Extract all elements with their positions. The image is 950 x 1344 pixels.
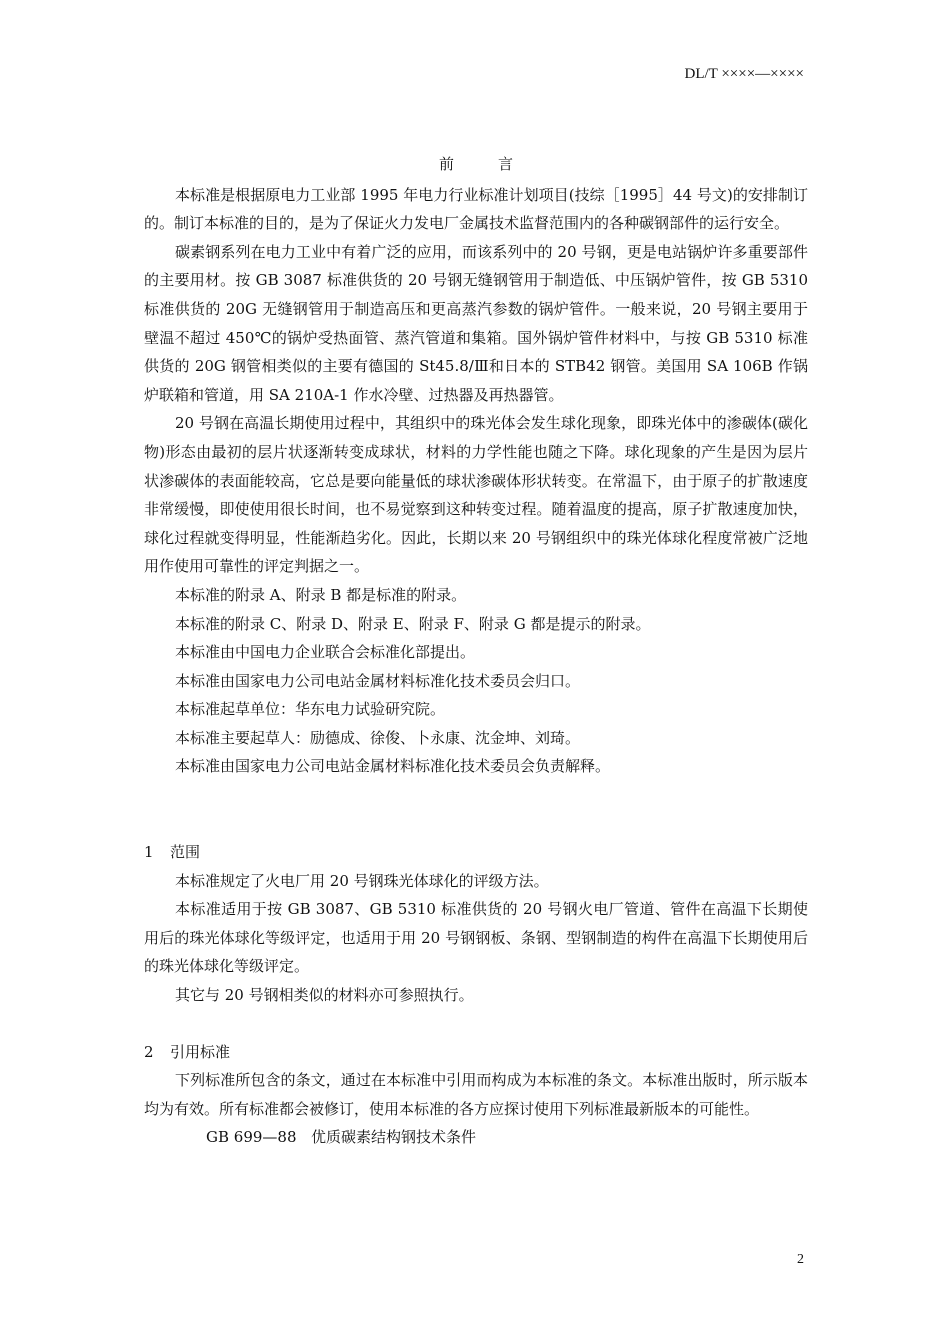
foreword-paragraph: 本标准的附录 A、附录 B 都是标准的附录。 bbox=[175, 585, 467, 604]
section-1-heading bbox=[144, 838, 808, 867]
reference-entry bbox=[144, 1123, 808, 1152]
document-body bbox=[144, 150, 808, 1152]
foreword-paragraph: 20 号钢在高温长期使用过程中，其组织中的珠光体会发生球化现象，即珠光体中的渗碳体(碳化物)形态由最初的层片状逐渐转变成球状，材料的力学性能也随之下降。球化现象的产生是因为层片状渗碳体的表面能较高，它总是要向能量低的球状渗碳体形状转变。在常温下，由于原子的扩散速度非常缓慢，即使使用很长时间，也不易觉察到这种转变过程。随着温度的提高，原子扩散速度加快，球化过程就变得明显，性能渐趋劣化。因此，长期以来 20 号钢组织中的珠光体球化程度常被广泛地用作使用可靠性的评定判据之一。 bbox=[144, 414, 808, 576]
foreword-paragraph: 本标准由国家电力公司电站金属材料标准化技术委员会归口。 bbox=[175, 671, 581, 690]
foreword-paragraph: 碳素钢系列在电力工业中有着广泛的应用，而该系列中的 20 号钢，更是电站锅炉许多重要部件的主要用材。按 GB 3087 标准供货的 20 号钢无缝钢管用于制造低、中压锅炉管件，按 GB 5310 标准供货的 20G 无缝钢管用于制造高压和更高蒸汽参数的锅炉管件。一般来说，20 号钢主要用于壁温不超过 450℃的锅炉受热面管、蒸汽管道和集箱。国外锅炉管件材料中，与按 GB 5310 标准供货的 20G 钢管相类似的主要有德国的 St45.8/Ⅲ和日本的 STB42 钢管。美国用 SA 106B 作锅炉联箱和管道，用 SA 210A-1 作水冷壁、过热器及再热器管。 bbox=[144, 242, 808, 404]
section-1-paragraph: 本标准适用于按 GB 3087、GB 5310 标准供货的 20 号钢火电厂管道、管件在高温下长期使用后的珠光体球化等级评定，也适用于用 20 号钢钢板、条钢、型钢制造的构件在高温下长期使用后的珠光体球化等级评定。 bbox=[144, 900, 808, 976]
document-code-header: DL/T ××××—×××× bbox=[684, 66, 804, 82]
section-1-paragraph: 本标准规定了火电厂用 20 号钢珠光体球化的评级方法。 bbox=[175, 871, 549, 890]
section-2-heading bbox=[144, 1038, 808, 1067]
section-1-paragraph: 其它与 20 号钢相类似的材料亦可参照执行。 bbox=[175, 986, 474, 1005]
foreword-paragraph: 本标准是根据原电力工业部 1995 年电力行业标准计划项目(技综［1995］44 号文)的安排制订的。制订本标准的目的，是为了保证火力发电厂金属技术监督范围内的各种碳钢部件的运行安全。 bbox=[144, 185, 808, 233]
reference-title: 优质碳素结构钢技术条件 bbox=[311, 1128, 477, 1147]
foreword-paragraph: 本标准由中国电力企业联合会标准化部提出。 bbox=[175, 643, 476, 662]
foreword-paragraph: 本标准起草单位：华东电力试验研究院。 bbox=[175, 700, 446, 719]
foreword-title: 前言 bbox=[438, 155, 557, 173]
section-1-title: 范围 bbox=[170, 843, 201, 862]
reference-code: GB 699—88 bbox=[206, 1128, 297, 1147]
foreword-paragraph: 本标准由国家电力公司电站金属材料标准化技术委员会负责解释。 bbox=[175, 757, 611, 776]
page-number: 2 bbox=[797, 1252, 804, 1267]
section-2-paragraph: 下列标准所包含的条文，通过在本标准中引用而构成为本标准的条文。本标准出版时，所示版本均为有效。所有标准都会被修订，使用本标准的各方应探讨使用下列标准最新版本的可能性。 bbox=[144, 1071, 808, 1118]
foreword-paragraph: 本标准的附录 C、附录 D、附录 E、附录 F、附录 G 都是提示的附录。 bbox=[175, 614, 651, 633]
foreword-paragraph: 本标准主要起草人：励德成、徐俊、卜永康、沈金坤、刘琦。 bbox=[175, 728, 581, 747]
section-1-number: 1 bbox=[144, 843, 154, 862]
section-2-number: 2 bbox=[144, 1042, 154, 1061]
section-2-title: 引用标准 bbox=[170, 1042, 231, 1061]
